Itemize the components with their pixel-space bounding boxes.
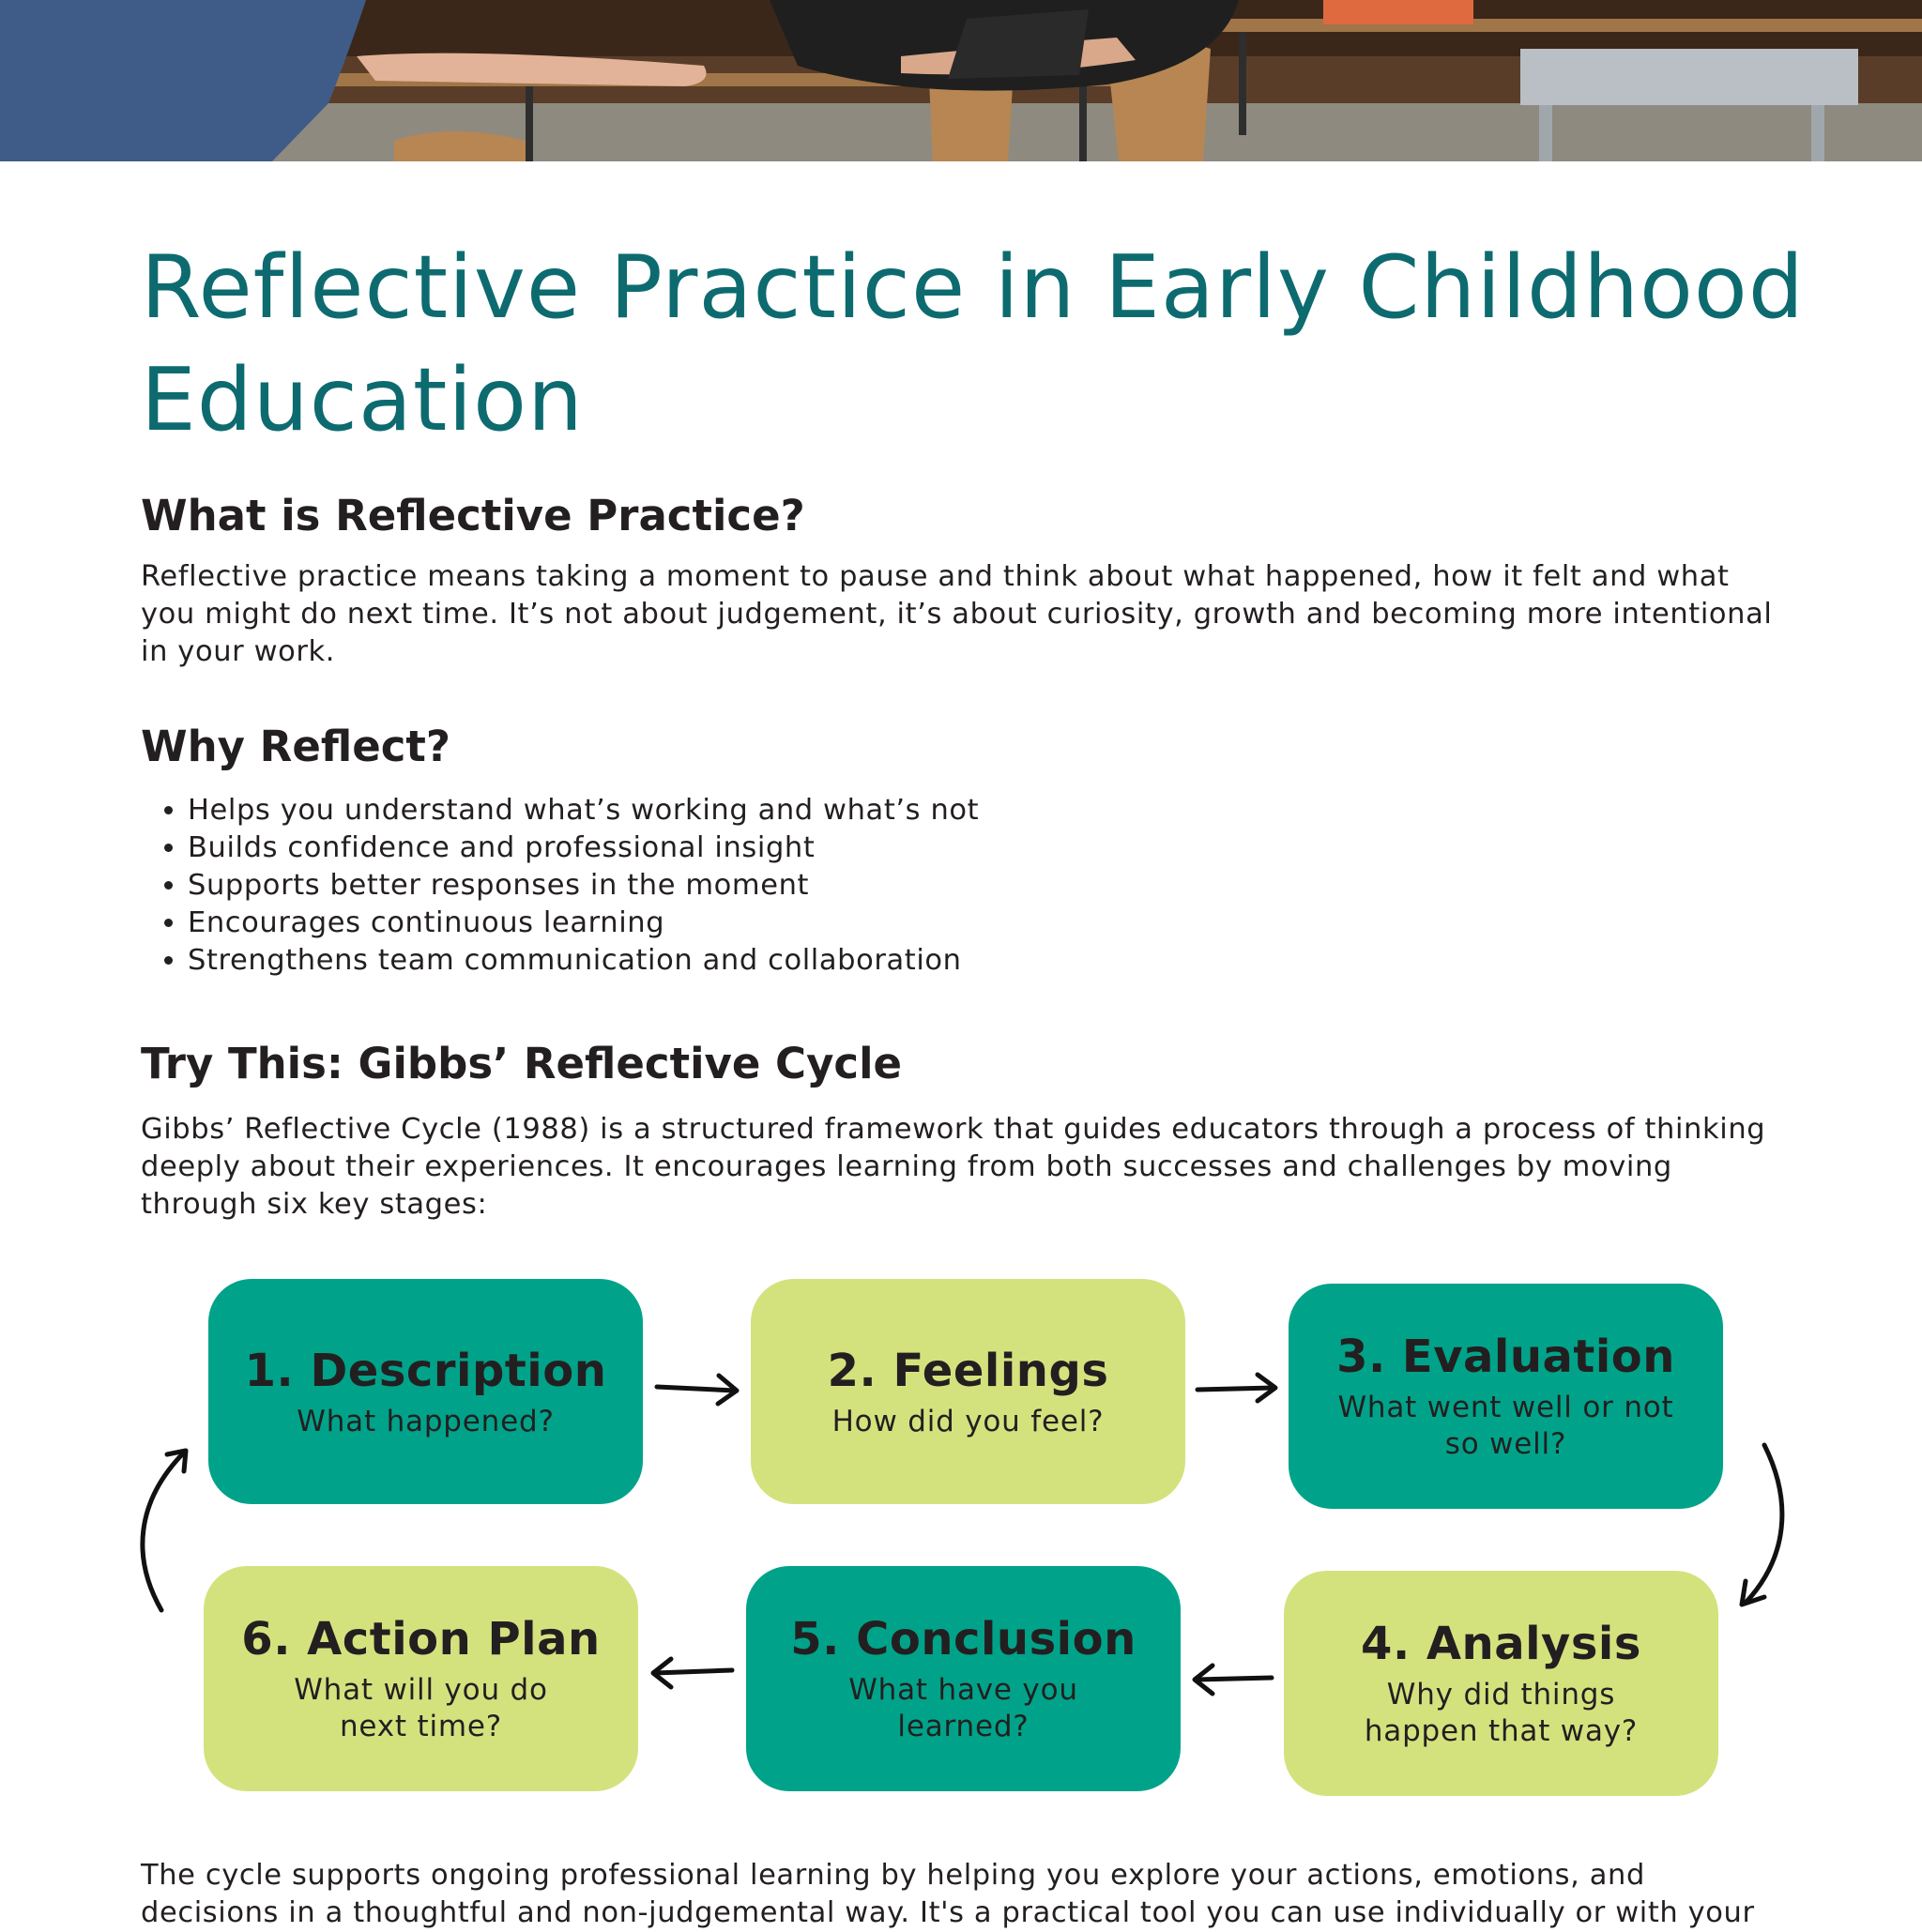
list-item: • Strengthens team communication and collaboration (188, 942, 979, 980)
cycle-step-title: 6. Action Plan (241, 1613, 601, 1666)
why-bullet-list (141, 792, 979, 980)
list-item: • Builds confidence and professional insight (188, 829, 979, 867)
arrow-right-icon (1197, 1375, 1275, 1401)
cycle-step-title: 1. Description (244, 1344, 607, 1397)
arrow-left-icon (1195, 1666, 1272, 1694)
cycle-step-title: 4. Analysis (1361, 1618, 1641, 1670)
section-heading-why: Why Reflect? (141, 722, 451, 771)
section-body-try: Gibbs’ Reflective Cycle (1988) is a structured framework that guides educators through a process of thinking deeply about their experiences. It encourages learning from both successes and challenges by moving through six key stages: (141, 1113, 1766, 1221)
classroom-photo (0, 0, 1922, 161)
cycle-step-question: What went well or not so well? (1337, 1391, 1674, 1461)
arrow-right-icon (657, 1376, 737, 1404)
cycle-step-title: 3. Evaluation (1336, 1331, 1675, 1383)
cycle-step-evaluation (1289, 1284, 1723, 1509)
cycle-step-title: 5. Conclusion (790, 1613, 1136, 1666)
list-item: • Supports better responses in the moment (188, 867, 979, 905)
cycle-step-description (208, 1279, 643, 1504)
arrow-down-curve-icon (1742, 1445, 1782, 1605)
cycle-step-title: 2. Feelings (827, 1344, 1109, 1397)
page-title: Reflective Practice in Early Childhood Education (141, 236, 1805, 450)
closing-paragraph: The cycle supports ongoing professional learning by helping you explore your actions, emotions, and decisions in a thoughtful and non-judgemental way. It's a practical tool you can use individually or with your (141, 1859, 1755, 1929)
list-item: • Encourages continuous learning (188, 905, 979, 942)
cycle-step-conclusion (746, 1566, 1181, 1791)
cycle-step-analysis (1284, 1571, 1718, 1796)
arrow-left-icon (653, 1659, 732, 1687)
section-heading-what: What is Reflective Practice? (141, 491, 805, 540)
section-heading-try: Try This: Gibbs’ Reflective Cycle (141, 1039, 903, 1088)
cycle-step-question: What have you learned? (848, 1673, 1078, 1743)
cycle-step-question: Why did things happen that way? (1364, 1678, 1639, 1748)
section-body-what: Reflective practice means taking a moment to pause and think about what happened, how it felt and what you might do next time. It’s not about judgement, it’s about curiosity, growth and becoming more intentional in your work. (141, 560, 1773, 668)
cycle-step-question: What will you do next time? (294, 1673, 548, 1743)
arrow-up-curve-icon (143, 1451, 186, 1610)
cycle-step-question: How did you feel? (831, 1404, 1105, 1438)
list-item: • Helps you understand what’s working and what’s not (188, 792, 979, 829)
cycle-step-feelings (751, 1279, 1185, 1504)
cycle-step-action-plan (204, 1566, 638, 1791)
cycle-step-question: What happened? (297, 1404, 555, 1438)
hero-photo (0, 0, 1922, 161)
